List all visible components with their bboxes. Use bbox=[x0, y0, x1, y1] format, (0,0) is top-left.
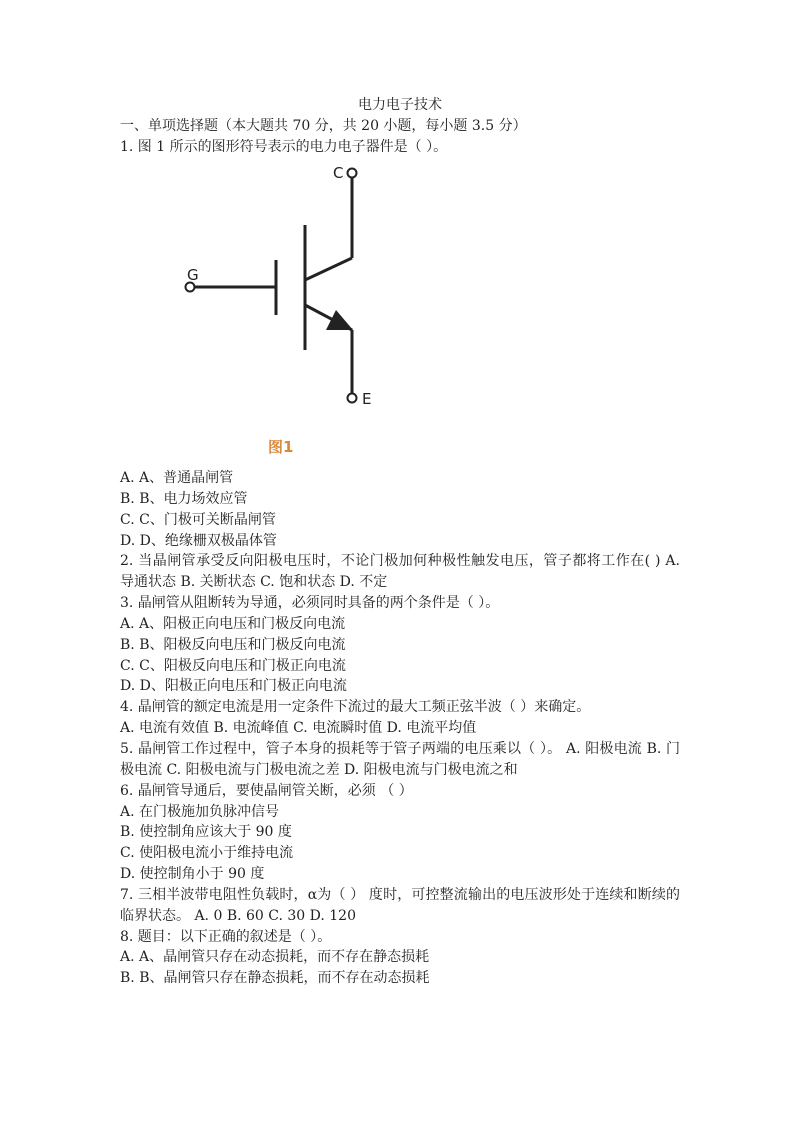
collector-terminal bbox=[348, 169, 357, 178]
figure-caption: 图1 bbox=[268, 438, 294, 456]
question-8: 8. 题目：以下正确的叙述是（ ）。 bbox=[120, 928, 332, 945]
q8-option-b: B. B、晶闸管只存在静态损耗，而不存在动态损耗 bbox=[120, 970, 430, 987]
q1-option-d: D. D、绝缘栅双极晶体管 bbox=[120, 532, 277, 549]
question-6: 6. 晶闸管导通后，要使晶闸管关断，必须 （ ） bbox=[120, 782, 413, 799]
q8-option-a: A. A、晶闸管只存在动态损耗，而不存在静态损耗 bbox=[120, 949, 430, 966]
q3-option-d: D. D、阳极正向电压和门极正向电流 bbox=[120, 678, 347, 695]
q4-options: A. 电流有效值 B. 电流峰值 C. 电流瞬时值 D. 电流平均值 bbox=[120, 720, 477, 737]
q6-option-b: B. 使控制角应该大于 90 度 bbox=[120, 824, 292, 841]
gate-label: G bbox=[187, 266, 199, 284]
document-title: 电力电子技术 bbox=[358, 97, 442, 113]
question-4: 4. 晶闸管的额定电流是用一定条件下流过的最大工频正弦半波（ ）来确定。 bbox=[120, 699, 591, 716]
emitter-label: E bbox=[362, 390, 372, 408]
question-5: 5. 晶闸管工作过程中，管子本身的损耗等于管子两端的电压乘以（ ）。 A. 阳极电流 B. 门极电流 C. 阳极电流与门极电流之差 D. 阳极电流与门极电流之和 bbox=[120, 740, 680, 778]
question-1: 1. 图 1 所示的图形符号表示的电力电子器件是（ ）。 bbox=[120, 138, 448, 155]
q1-option-a: A. A、普通晶闸管 bbox=[120, 470, 234, 486]
emitter-terminal bbox=[348, 394, 357, 403]
question-2: 2. 当晶闸管承受反向阳极电压时，不论门极加何种极性触发电压，管子都将工作在( ) A. 导通状态 B. 关断状态 C. 饱和状态 D. 不定 bbox=[120, 553, 680, 591]
q6-option-d: D. 使控制角小于 90 度 bbox=[120, 866, 265, 883]
section-heading: 一、单项选择题（本大题共 70 分，共 20 小题，每小题 3.5 分） bbox=[120, 117, 527, 134]
collector-label: C bbox=[333, 164, 344, 182]
q3-option-c: C. C、阳极反向电压和门极正向电流 bbox=[120, 657, 346, 674]
q1-option-c: C. C、门极可关断晶闸管 bbox=[120, 511, 276, 528]
q6-option-a: A. 在门极施加负脉冲信号 bbox=[120, 803, 280, 820]
igbt-symbol-figure bbox=[170, 160, 400, 420]
q6-option-c: C. 使阳极电流小于维持电流 bbox=[120, 845, 294, 862]
question-list bbox=[120, 468, 680, 989]
q1-option-b: B. B、电力场效应管 bbox=[120, 490, 248, 507]
q3-option-b: B. B、阳极反向电压和门极反向电流 bbox=[120, 636, 346, 653]
document-header bbox=[120, 95, 680, 158]
q3-option-a: A. A、阳极正向电压和门极反向电流 bbox=[120, 615, 346, 632]
question-7: 7. 三相半波带电阻性负载时，α为（ ） 度时，可控整流输出的电压波形处于连续和断续的临界状态。 A. 0 B. 60 C. 30 D. 120 bbox=[120, 886, 680, 924]
question-3: 3. 晶闸管从阻断转为导通，必须同时具备的两个条件是（ ）。 bbox=[120, 595, 500, 612]
